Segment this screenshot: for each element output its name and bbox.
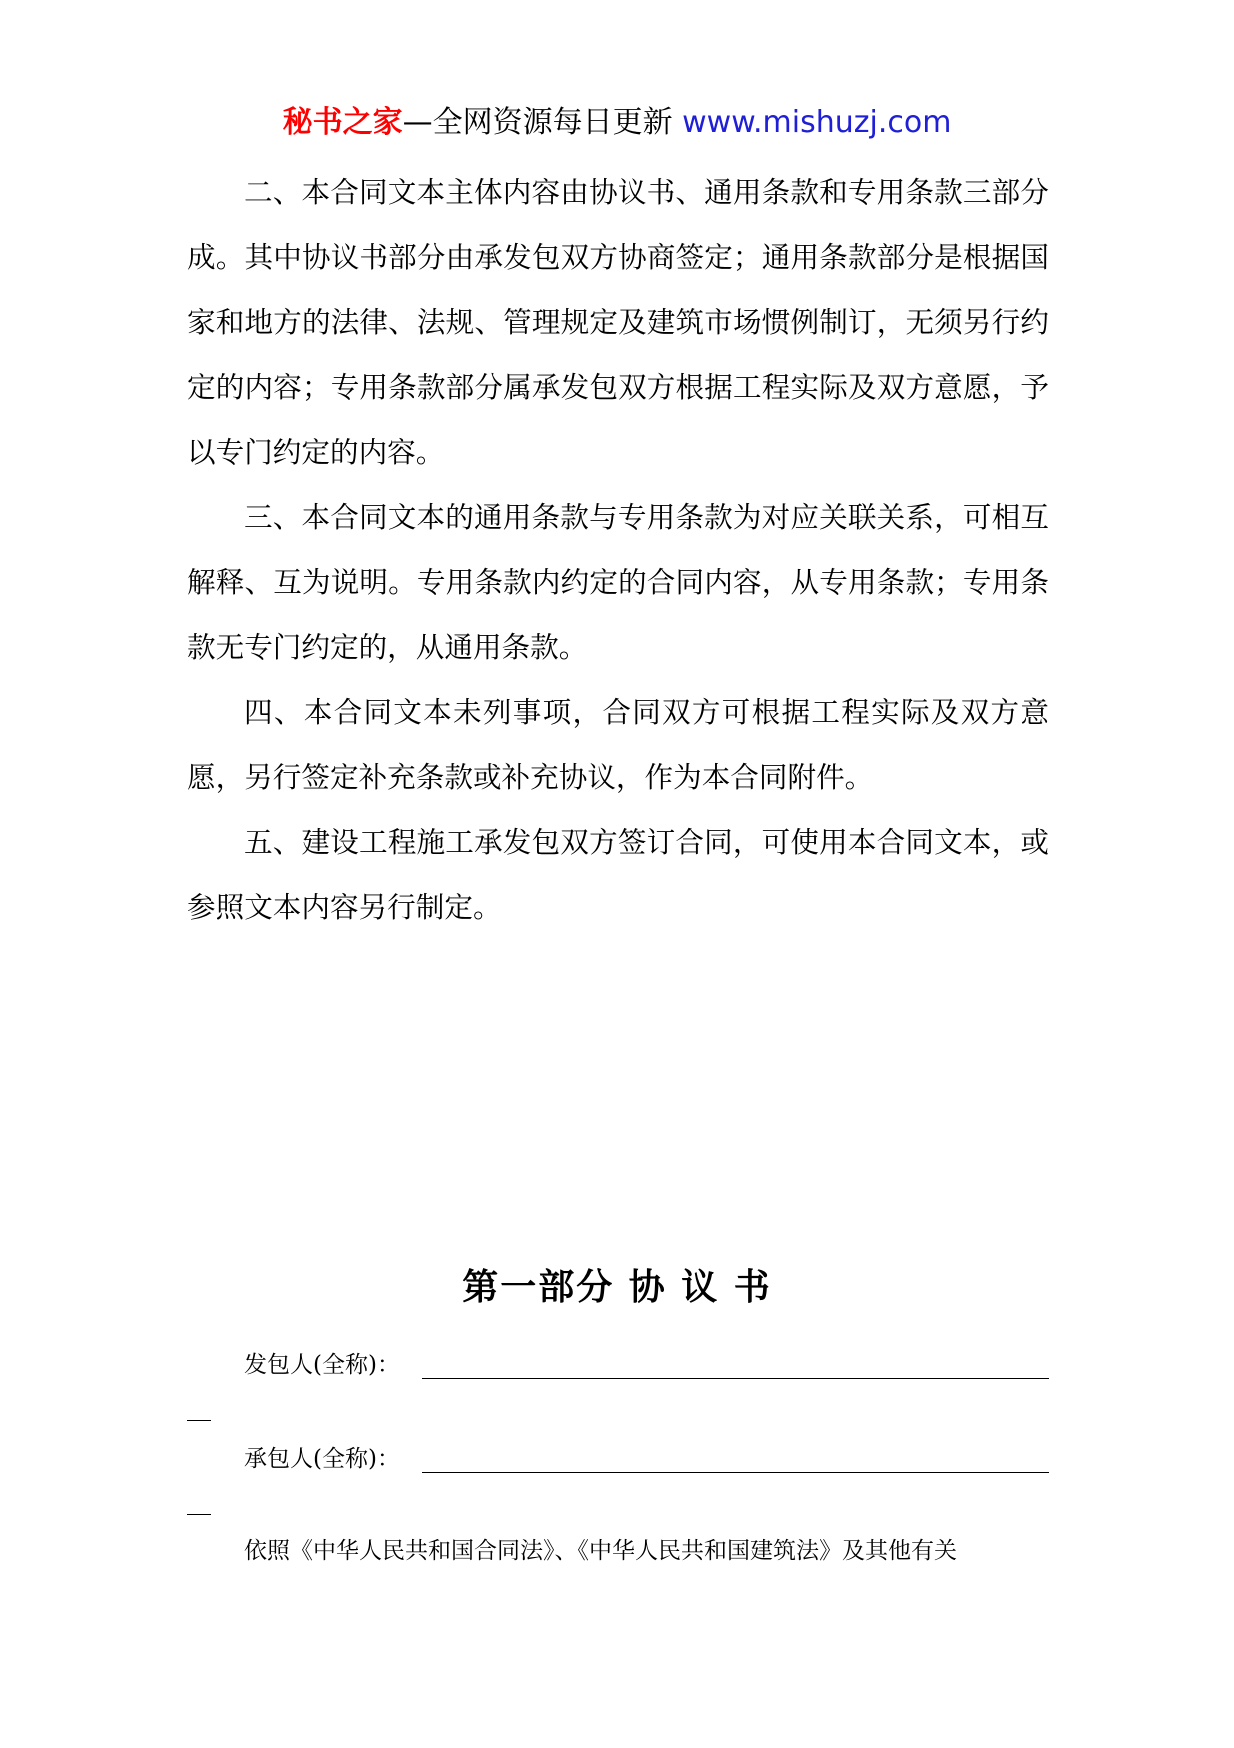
legal-basis-line: 依照《中华人民共和国合同法》、《中华人民共和国建筑法》及其他有关 — [244, 1538, 957, 1564]
section-title: 第一部分 协 议 书 — [462, 1266, 772, 1308]
site-url-link[interactable]: www.mishuzj.com — [682, 105, 952, 140]
legal-basis-text — [187, 1534, 1049, 1568]
employer-label: 发包人(全称)： — [244, 1352, 400, 1378]
employer-line-continuation — [187, 1420, 211, 1421]
note-paragraph-5: 五、建设工程施工承发包双方签订合同，可使用本合同文本，或参照文本内容另行制定。 — [187, 825, 1049, 924]
site-tagline: —全网资源每日更新 — [402, 105, 673, 140]
site-brand: 秘书之家 — [282, 105, 403, 140]
employer-blank-line — [422, 1378, 1049, 1379]
note-paragraph-3: 三、本合同文本的通用条款与专用条款为对应关联关系，可相互解释、互为说明。专用条款内约定的合同内容，从专用条款；专用条款无专门约定的，从通用条款。 — [187, 500, 1049, 664]
contractor-label: 承包人(全称)： — [244, 1446, 400, 1472]
contractor-line-continuation — [187, 1514, 211, 1515]
contractor-blank-line — [422, 1472, 1049, 1473]
note-paragraph-4: 四、本合同文本未列事项，合同双方可根据工程实际及双方意愿，另行签定补充条款或补充协议，作为本合同附件。 — [187, 695, 1049, 794]
notes-body — [187, 160, 1049, 940]
site-header — [0, 103, 1234, 143]
note-paragraph-2: 二、本合同文本主体内容由协议书、通用条款和专用条款三部分成。其中协议书部分由承发包双方协商签定；通用条款部分是根据国家和地方的法律、法规、管理规定及建筑市场惯例制订，无须另行约定的内容；专用条款部分属承发包双方根据工程实际及双方意愿，予以专门约定的内容。 — [187, 175, 1049, 469]
